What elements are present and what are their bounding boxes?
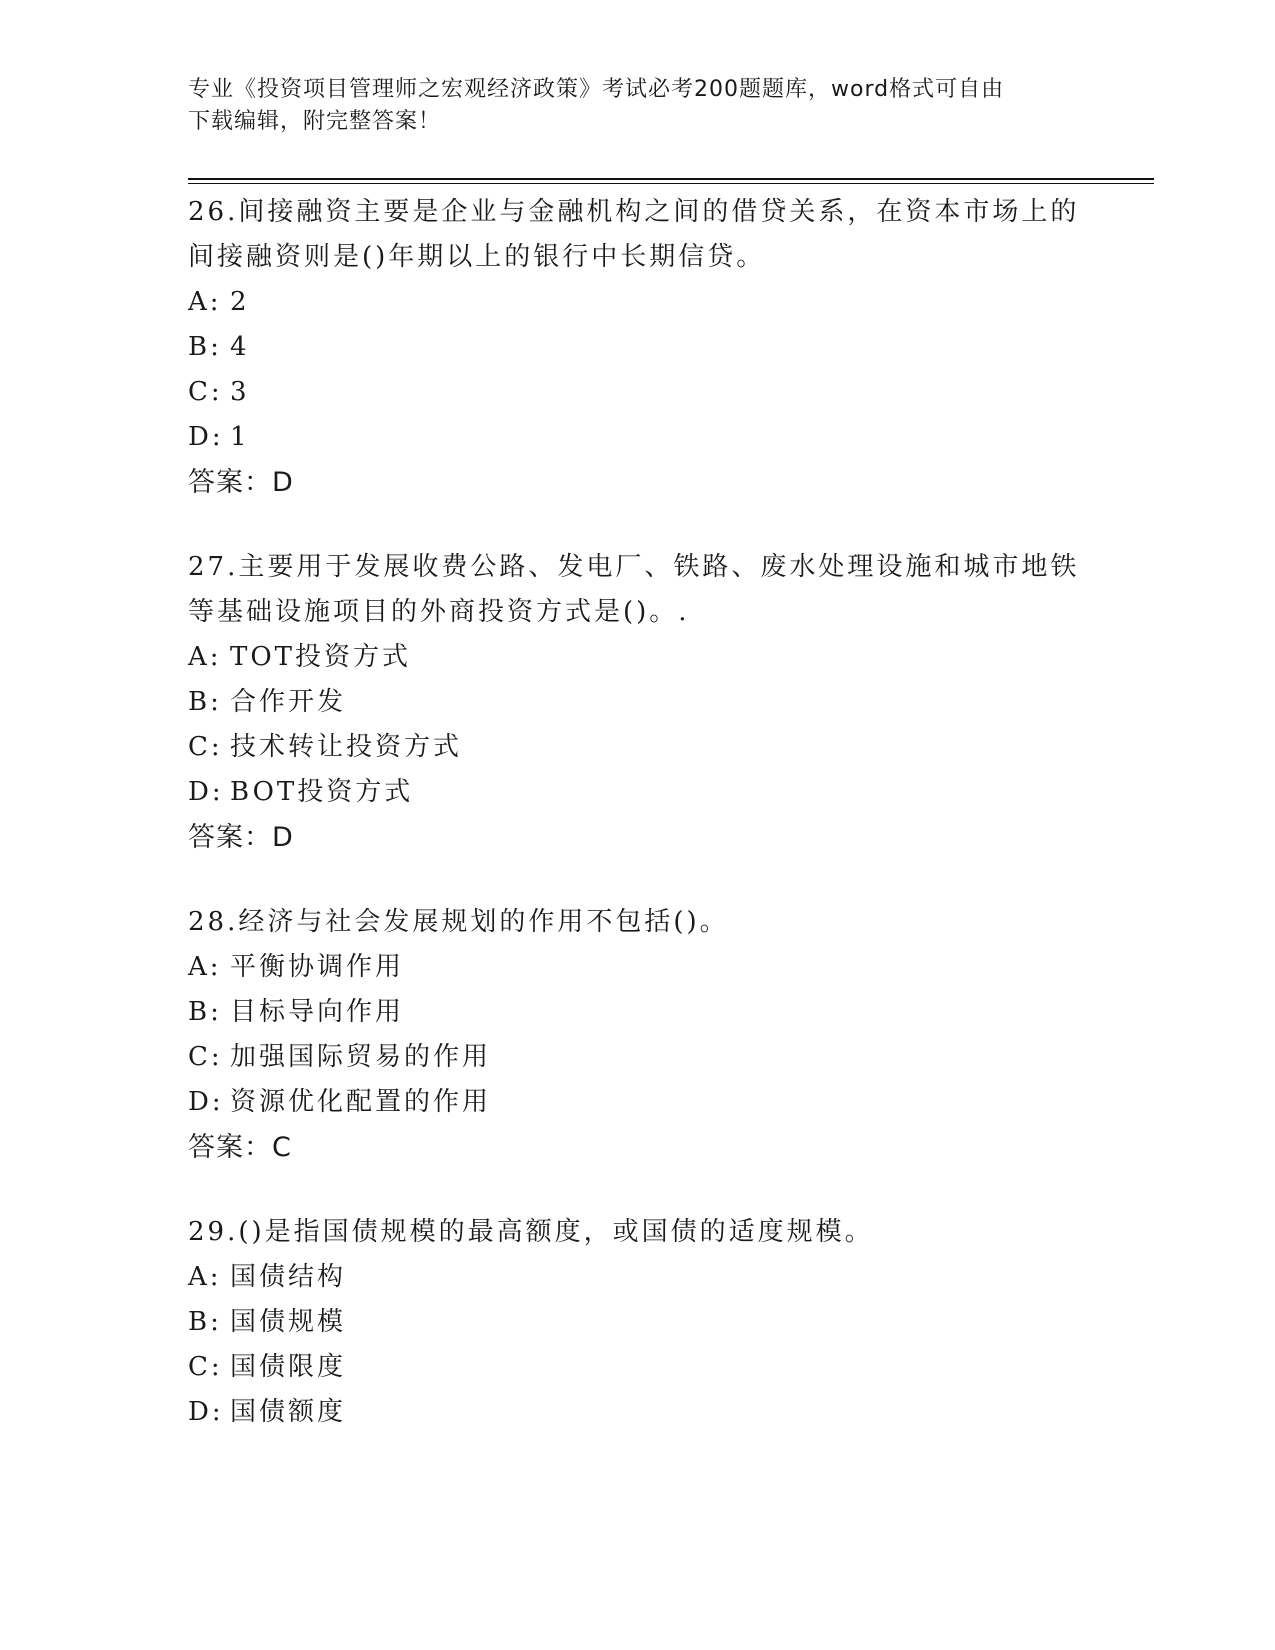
option-c [188,1345,1088,1390]
option-text: 合作开发 [230,687,347,717]
header-line-2: 下载编辑，附完整答案！ [188,109,442,134]
header-divider-thick [188,178,1154,180]
option-text: BOT投资方式 [230,777,414,807]
option-text: 国债结构 [230,1262,347,1292]
option-text: TOT投资方式 [230,642,411,672]
question-stem-line: 等基础设施项目的外商投资方式是()。. [188,597,690,627]
option-letter: B: [188,687,222,717]
option-letter: D: [188,1087,224,1117]
option-letter: A: [188,642,222,672]
question-list [188,190,1088,1475]
option-text: 国债规模 [230,1307,347,1337]
option-letter: C: [188,732,223,762]
question-stem-line: 29.()是指国债规模的最高额度，或国债的适度规模。 [188,1217,874,1247]
option-text: 国债限度 [230,1352,347,1382]
option-d [188,1390,1088,1435]
option-letter: A: [188,287,222,317]
option-c [188,1035,1088,1080]
question-stem-line: 26.间接融资主要是企业与金融机构之间的借贷关系，在资本市场上的 [188,197,1080,227]
option-b [188,1300,1088,1345]
question-27 [188,545,1088,860]
option-c [188,370,1088,415]
option-a [188,280,1088,325]
option-c [188,725,1088,770]
question-stem-line: 间接融资则是()年期以上的银行中长期信贷。 [188,242,766,272]
option-letter: D: [188,777,224,807]
option-letter: C: [188,377,223,407]
option-letter: B: [188,332,222,362]
option-text: 1 [230,422,250,452]
option-text: 2 [230,287,250,317]
option-text: 平衡协调作用 [230,952,405,982]
option-d [188,770,1088,815]
option-text: 国债额度 [230,1397,347,1427]
option-d [188,1080,1088,1125]
option-text: 加强国际贸易的作用 [230,1042,492,1072]
option-text: 目标导向作用 [230,997,405,1027]
option-letter: C: [188,1042,223,1072]
option-letter: A: [188,1262,222,1292]
answer-line: 答案：D [188,822,294,853]
header-line-1: 专业《投资项目管理师之宏观经济政策》考试必考200题题库，word格式可自由 [188,77,1005,102]
header-divider-thin [188,183,1154,184]
option-letter: A: [188,952,222,982]
option-letter: D: [188,422,224,452]
question-stem-line: 27.主要用于发展收费公路、发电厂、铁路、废水处理设施和城市地铁 [188,552,1080,582]
option-text: 4 [230,332,250,362]
option-a [188,635,1088,680]
document-header [188,74,1068,138]
option-d [188,415,1088,460]
option-a [188,1255,1088,1300]
option-b [188,325,1088,370]
option-letter: B: [188,1307,222,1337]
question-26 [188,190,1088,505]
option-b [188,680,1088,725]
question-29 [188,1210,1088,1435]
question-stem-line: 28.经济与社会发展规划的作用不包括()。 [188,907,729,937]
option-letter: C: [188,1352,223,1382]
option-text: 技术转让投资方式 [230,732,463,762]
option-text: 资源优化配置的作用 [230,1087,492,1117]
option-text: 3 [230,377,250,407]
option-letter: B: [188,997,222,1027]
question-28 [188,900,1088,1170]
option-a [188,945,1088,990]
answer-line: 答案：C [188,1132,292,1163]
option-letter: D: [188,1397,224,1427]
option-b [188,990,1088,1035]
answer-line: 答案：D [188,467,294,498]
